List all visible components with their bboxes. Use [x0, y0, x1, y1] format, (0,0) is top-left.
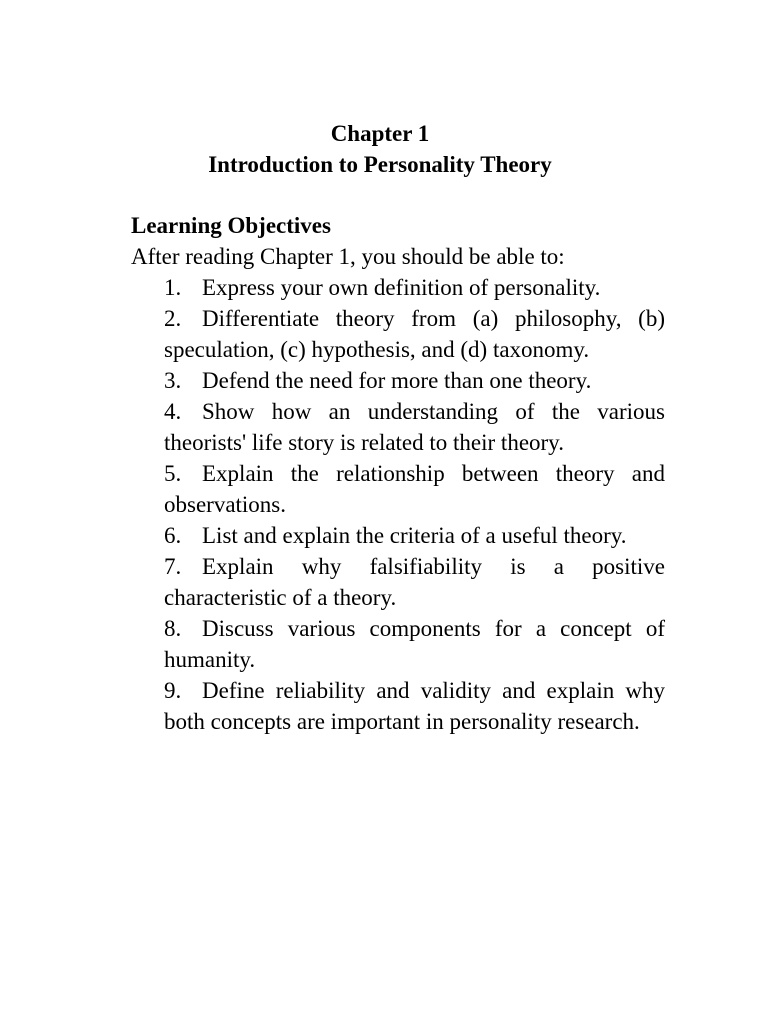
objective-text: Discuss various components for a concept of humanity.	[164, 616, 665, 672]
objective-text: Show how an understanding of the various theorists' life story is related to their theory.	[164, 399, 665, 455]
objective-text: Explain the relationship between theory and observations.	[164, 461, 665, 517]
chapter-title: Introduction to Personality Theory	[208, 152, 552, 177]
objective-number: 7.	[164, 554, 182, 579]
chapter-number: Chapter 1	[330, 121, 430, 146]
objective-text: Explain why falsifiability is a positive characteristic of a theory.	[164, 554, 665, 610]
objective-text: Define reliability and validity and explain why both concepts are important in personality research.	[164, 678, 665, 734]
objective-item	[164, 675, 665, 737]
objective-text: Differentiate theory from (a) philosophy, (b) speculation, (c) hypothesis, and (d) taxonomy.	[164, 306, 665, 362]
objective-list	[131, 272, 665, 737]
objective-number: 2.	[164, 306, 182, 331]
objectives-intro: After reading Chapter 1, you should be able to:	[131, 244, 565, 269]
objective-item	[164, 551, 665, 613]
objective-text: List and explain the criteria of a useful theory.	[202, 523, 627, 548]
objective-text: Express your own definition of personality.	[202, 275, 601, 300]
objective-number: 4.	[164, 399, 182, 424]
objective-number: 8.	[164, 616, 182, 641]
learning-objectives-section	[131, 210, 665, 737]
objective-item	[164, 613, 665, 675]
objective-item	[164, 365, 665, 396]
objective-number: 9.	[164, 678, 182, 703]
section-title: Learning Objectives	[131, 213, 331, 238]
objective-number: 5.	[164, 461, 182, 486]
objective-item	[164, 303, 665, 365]
objective-item	[164, 396, 665, 458]
objective-number: 6.	[164, 523, 182, 548]
objective-text: Defend the need for more than one theory.	[202, 368, 592, 393]
objective-item	[164, 458, 665, 520]
objective-number: 1.	[164, 275, 182, 300]
chapter-heading	[0, 118, 768, 180]
objective-item	[164, 520, 665, 551]
objective-item	[164, 272, 665, 303]
objective-number: 3.	[164, 368, 182, 393]
